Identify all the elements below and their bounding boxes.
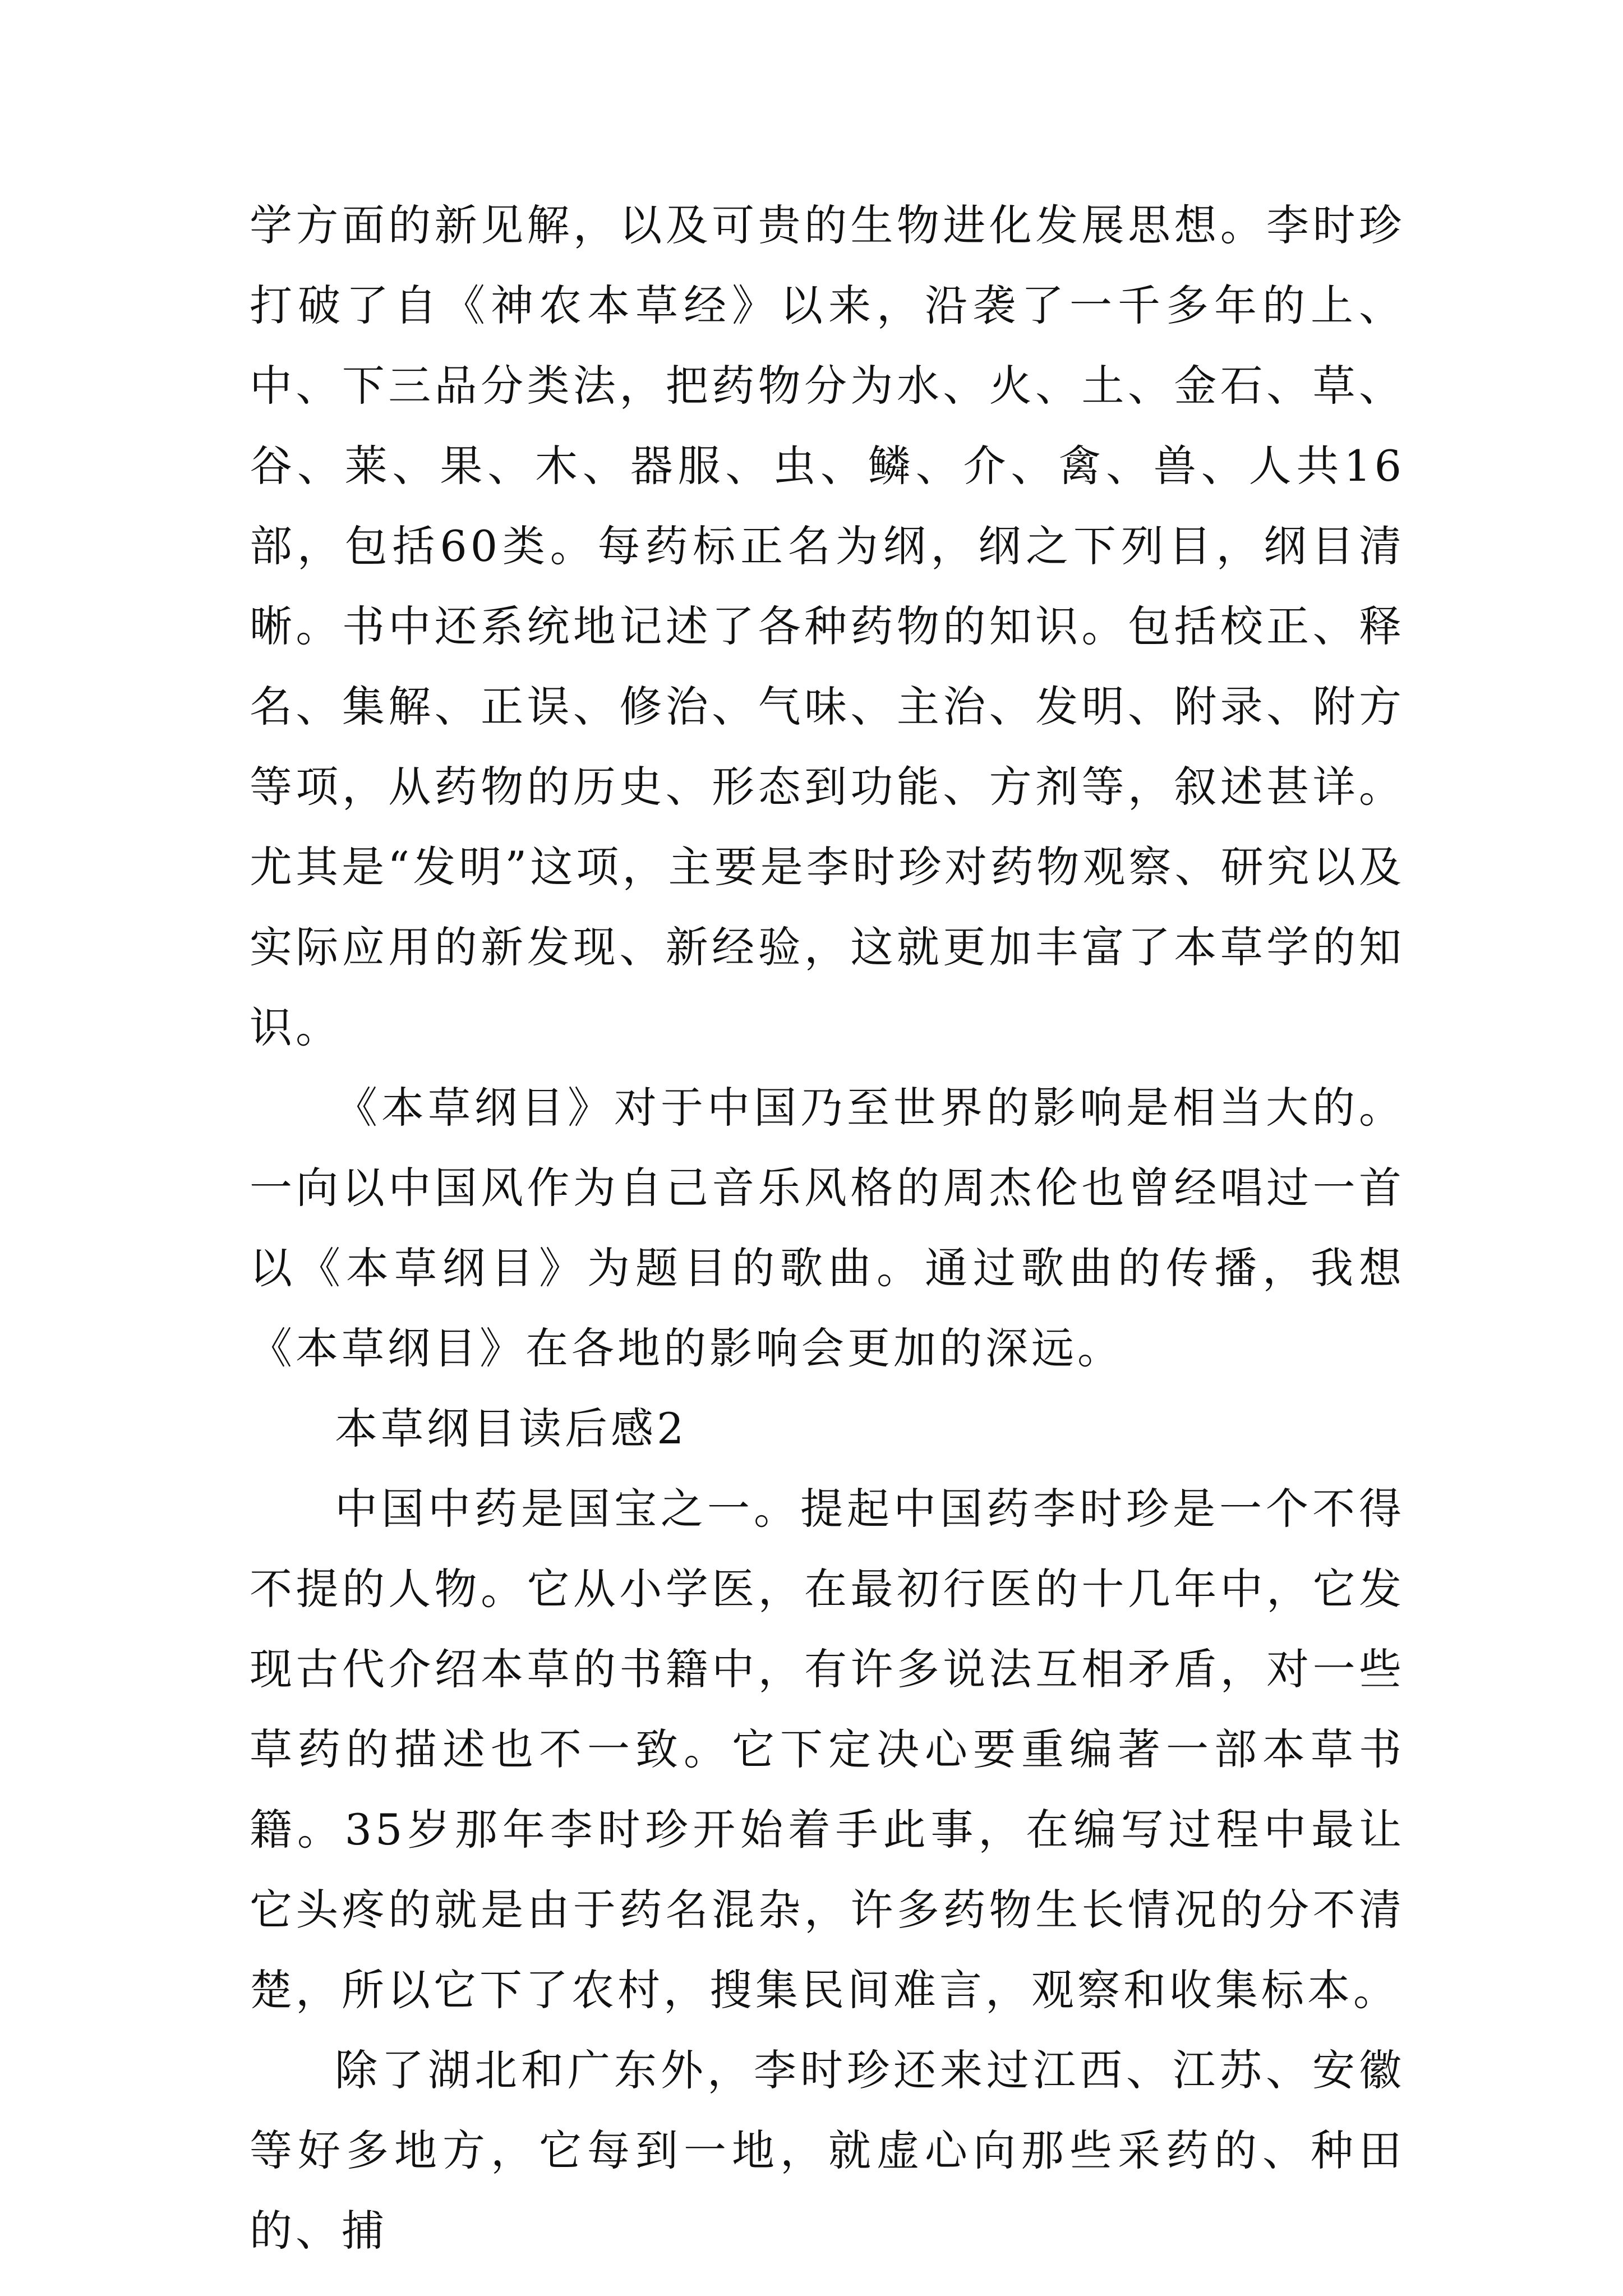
paragraph-li-shizhen-intro: 中国中药是国宝之一。提起中国药李时珍是一个不得不提的人物。它从小学医，在最初行医的十几年中，它发现古代介绍本草的书籍中，有许多说法互相矛盾，对一些草药的描述也不一致。它下定决心要重编著一部本草书籍。35岁那年李时珍开始着手此事，在编写过程中最让它头疼的就是由于药名混杂，许多药物生长情况的分不清楚，所以它下了农村，搜集民间难言，观察和收集标本。 (250, 1484, 1405, 2015)
document-body (250, 185, 1405, 2271)
paragraph-influence: 《本草纲目》对于中国乃至世界的影响是相当大的。一向以中国风作为自己音乐风格的周杰伦也曾经唱过一首以《本草纲目》为题目的歌曲。通过歌曲的传播，我想《本草纲目》在各地的影响会更加的深远。 (250, 1083, 1405, 1373)
paragraph-travels: 除了湖北和广东外，李时珍还来过江西、江苏、安徽等好多地方，它每到一地，就虚心向那些采药的、种田的、捕 (250, 2045, 1405, 2256)
paragraph-continuation: 学方面的新见解，以及可贵的生物进化发展思想。李时珍打破了自《神农本草经》以来，沿袭了一千多年的上、中、下三品分类法，把药物分为水、火、土、金石、草、谷、莱、果、木、器服、虫、鳞、介、禽、兽、人共16部，包括60类。每药标正名为纲，纲之下列目，纲目清晰。书中还系统地记述了各种药物的知识。包括校正、释名、集解、正误、修治、气味、主治、发明、附录、附方等项，从药物的历史、形态到功能、方剂等，叙述甚详。尤其是“发明”这项，主要是李时珍对药物观察、研究以及实际应用的新发现、新经验，这就更加丰富了本草学的知识。 (250, 200, 1405, 1052)
section-heading: 本草纲目读后感2 (335, 1404, 688, 1453)
